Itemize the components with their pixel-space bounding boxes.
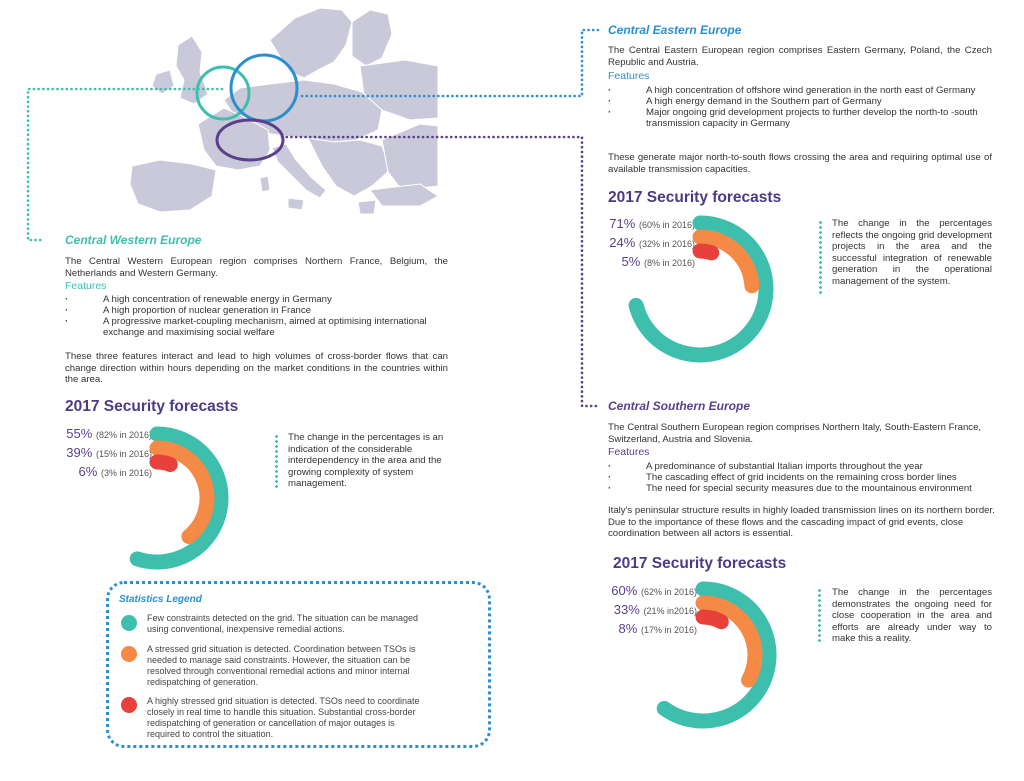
cwe-title: Central Western Europe <box>65 233 202 247</box>
list-item: · A high energy demand in the Southern part of Germany <box>608 96 996 107</box>
cee-forecast-title: 2017 Security forecasts <box>608 189 782 206</box>
list-item: · A predominance of substantial Italian imports throughout the year <box>608 461 1004 472</box>
legend-text-orange: A stressed grid situation is detected. Coordination between TSOs is needed to manage said constraints. However, the situation can be resolved through conventional remedial actions and minor internal redispatching of generation. <box>147 644 416 687</box>
forecast-row-orange: 39% (15% in 2016) <box>66 445 152 460</box>
cee-title: Central Eastern Europe <box>608 23 742 37</box>
cse-features-label: Features <box>608 446 650 458</box>
list-item: · A high concentration of renewable energy in Germany <box>65 294 450 305</box>
forecast-row-orange: 24% (32% in 2016) <box>609 235 695 250</box>
legend-text-red: A highly stressed grid situation is detected. TSOs need to coordinate closely in real time to handle this situation. Substantial cross-border redispatching of generation or cancellation of major outages is required to control the situation. <box>147 696 420 739</box>
cwe-features-label: Features <box>65 280 107 292</box>
cse-note-divider <box>818 588 821 642</box>
cwe-note: The change in the percentages is an indication of the considerable interdependency in the area and the growing complexity of system management. <box>288 432 444 490</box>
cee-features-label: Features <box>608 70 650 82</box>
forecast-row-green: 71% (60% in 2016) <box>609 216 695 231</box>
list-item: · The cascading effect of grid incidents on the remaining cross border lines <box>608 472 1004 483</box>
cwe-intro: The Central Western European region comprises Northern France, Belgium, the Netherlands and Western Germany. <box>65 256 448 279</box>
cse-intro: The Central Southern European region comprises Northern Italy, South-Eastern France, Switzerland, Austria and Slovenia. <box>608 422 982 445</box>
forecast-row-red: 5% (8% in 2016) <box>621 254 695 269</box>
forecast-row-green: 55% (82% in 2016) <box>66 426 152 441</box>
list-item: · The need for special security measures due to the mountainous environment <box>608 483 1004 494</box>
cse-summary: Italy's peninsular structure results in highly loaded transmission lines on its northern border. Due to the importance of these flows and the cascading impact of grid events, close coordination between all actors is essential. <box>608 505 995 540</box>
forecast-row-green: 60% (62% in 2016) <box>611 583 697 598</box>
list-item: · Major ongoing grid development projects to further develop the north-to -south transmission capacity in Germany <box>608 107 996 129</box>
cee-intro: The Central Eastern European region comprises Eastern Germany, Poland, the Czech Republic and Austria. <box>608 45 992 68</box>
cee-summary: These generate major north-to-south flows crossing the area and requiring optimal use of available transmission capacities. <box>608 152 992 175</box>
cwe-summary: These three features interact and lead to high volumes of cross-border flows that can change direction within hours depending on the market conditions in the countries within the area. <box>65 351 448 386</box>
cwe-forecast-title: 2017 Security forecasts <box>65 398 239 415</box>
cse-title: Central Southern Europe <box>608 399 751 413</box>
cse-forecast-title: 2017 Security forecasts <box>613 555 787 572</box>
list-item: · A high concentration of offshore wind generation in the north east of Germany <box>608 85 996 96</box>
legend-text-green: Few constraints detected on the grid. The situation can be managed using conventional, inexpensive remedial actions. <box>147 613 419 634</box>
forecast-row-red: 6% (3% in 2016) <box>78 464 152 479</box>
cee-note: The change in the percentages reflects the ongoing grid development projects in the area and the successful integration of renewable generation in the operational management of the system. <box>832 218 992 287</box>
forecast-row-red: 8% (17% in 2016) <box>618 621 697 636</box>
list-item: · A progressive market-coupling mechanism, aimed at optimising international exchange and maximising social welfare <box>65 316 450 338</box>
ring-red <box>703 617 721 622</box>
cse-note: The change in the percentages demonstrates the ongoing need for close cooperation in the area and efforts are already under way to make this a reality. <box>832 587 992 645</box>
forecast-row-orange: 33% (21% in2016) <box>613 602 697 617</box>
list-item: · A high proportion of nuclear generation in France <box>65 305 450 316</box>
legend-title: Statistics Legend <box>119 594 202 605</box>
